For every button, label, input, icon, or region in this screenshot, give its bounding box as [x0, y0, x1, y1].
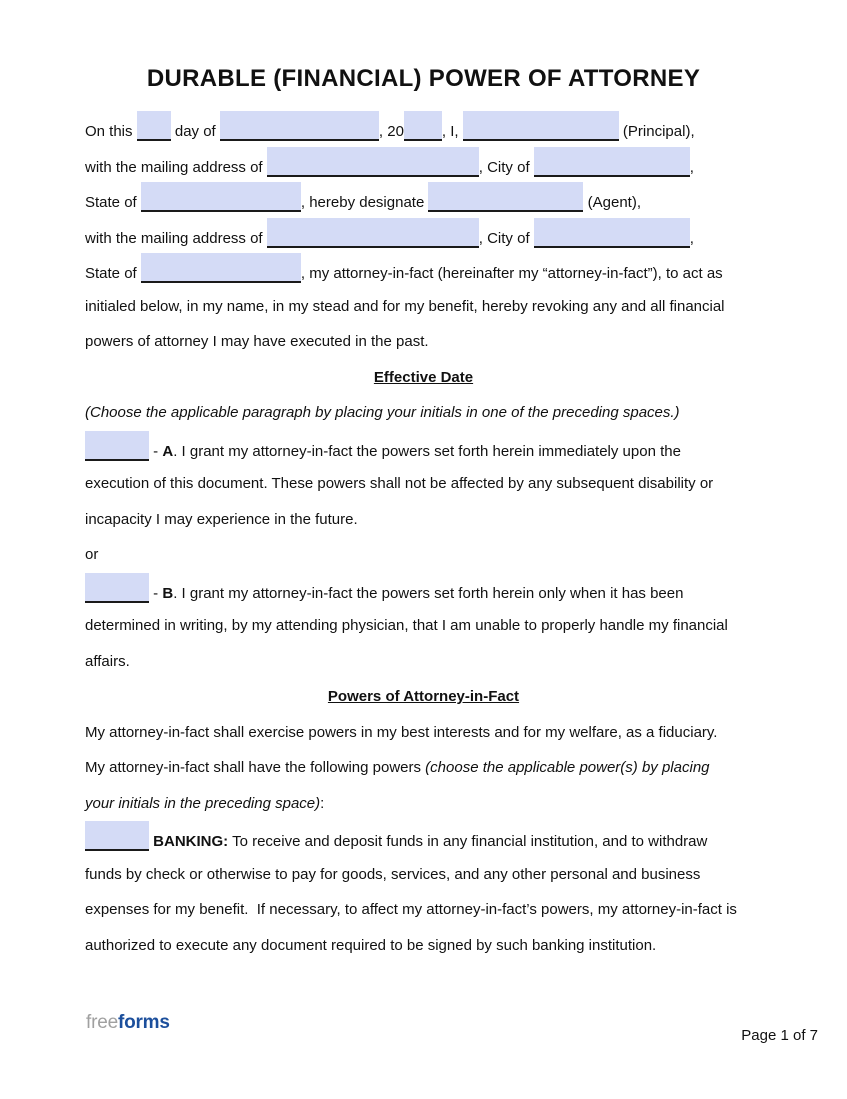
text-run: (Principal), [618, 123, 695, 140]
text-run: BANKING: [153, 833, 229, 850]
text-run: , City of [478, 158, 534, 176]
text-run: expenses for my benefit. If necessary, to affect my attorney-in-fact’s powers, my attorney-in-fact is [85, 901, 737, 918]
field-initials-banking[interactable] [85, 821, 149, 851]
page-number: Page 1 of 7 [741, 1027, 818, 1044]
section-heading-text: Powers of Attorney-in-Fact [327, 688, 520, 705]
logo-text-free: free [86, 1012, 118, 1033]
text-run: with the mailing address of [85, 229, 267, 247]
text-run: , [689, 229, 694, 247]
field-agent-name[interactable] [428, 182, 583, 212]
document-line [85, 537, 762, 573]
text-run: (Agent), [583, 194, 641, 211]
section-heading [85, 360, 762, 396]
text-run: or [85, 546, 99, 563]
document-line [85, 182, 762, 218]
text-run: determined in writing, by my attending physician, that I am unable to properly handle my financial [85, 617, 728, 634]
document-line [85, 644, 762, 680]
text-run: , hereby designate [300, 194, 429, 211]
document-line [85, 928, 762, 964]
document-line [85, 892, 762, 928]
text-run: On this [85, 123, 137, 140]
field-agent-city[interactable] [534, 218, 690, 248]
text-run: with the mailing address of [85, 158, 267, 176]
text-run: . I grant my attorney-in-fact the powers set forth herein immediately upon the [173, 442, 681, 460]
text-run: My attorney-in-fact shall have the following powers [85, 759, 426, 776]
section-heading-text: Effective Date [373, 368, 474, 386]
text-run: , City of [478, 229, 534, 247]
document-line [85, 431, 762, 467]
text-run: , 20 [378, 123, 404, 140]
text-run: . I grant my attorney-in-fact the powers set forth herein only when it has been [173, 584, 684, 602]
document-line [85, 786, 762, 822]
text-run: , my attorney-in-fact (hereinafter my “attorney-in-fact”), to act as [300, 265, 723, 282]
text-run: (choose the applicable power(s) by placing [425, 759, 710, 776]
document-line [85, 715, 762, 751]
text-run: B [162, 584, 174, 602]
document-line [85, 289, 762, 325]
field-principal-address[interactable] [267, 147, 479, 177]
document-line [85, 218, 762, 254]
document-title: DURABLE (FINANCIAL) POWER OF ATTORNEY [146, 65, 701, 92]
document-line [85, 502, 762, 538]
document-line [85, 466, 762, 502]
text-run: authorized to execute any document required to be signed by such banking institution. [85, 936, 657, 954]
field-day[interactable] [137, 111, 171, 141]
text-run: your initials in the preceding space) [85, 794, 321, 812]
text-run: : [320, 794, 325, 812]
section-heading [85, 679, 762, 715]
text-run: powers of attorney I may have executed in the past. [85, 333, 429, 350]
field-initials-a[interactable] [85, 431, 149, 461]
text-run: incapacity I may experience in the future. [85, 510, 358, 528]
text-run: - [149, 442, 163, 460]
field-agent-address[interactable] [267, 218, 479, 248]
document-line [85, 821, 762, 857]
text-run: State of [85, 265, 141, 282]
text-run: A [162, 442, 174, 460]
text-run: execution of this document. These powers shall not be affected by any subsequent disability or [85, 475, 714, 492]
logo-text-forms: forms [117, 1012, 170, 1033]
document-line [85, 395, 762, 431]
text-run: State of [85, 194, 141, 211]
document-line [85, 111, 762, 147]
document-line [85, 857, 762, 893]
field-principal-state[interactable] [141, 182, 301, 212]
document-line [85, 573, 762, 609]
field-principal-name[interactable] [463, 111, 619, 141]
freeforms-logo [86, 1012, 170, 1034]
text-run: funds by check or otherwise to pay for goods, services, and any other personal and business [85, 865, 701, 883]
document-line [85, 750, 762, 786]
document-line [85, 324, 762, 360]
field-agent-state[interactable] [141, 253, 301, 283]
field-month[interactable] [220, 111, 379, 141]
document-line [85, 608, 762, 644]
text-run: day of [170, 123, 220, 140]
text-run: My attorney-in-fact shall exercise powers in my best interests and for my welfare, as a fiduciary. [85, 723, 718, 741]
text-run: initialed below, in my name, in my stead and for my benefit, hereby revoking any and all financial [85, 297, 725, 315]
document-line [85, 147, 762, 183]
document-line [85, 253, 762, 289]
text-run: To receive and deposit funds in any financial institution, and to withdraw [228, 833, 708, 850]
text-run: , [689, 158, 694, 176]
field-initials-b[interactable] [85, 573, 149, 603]
field-principal-city[interactable] [534, 147, 690, 177]
field-year[interactable] [404, 111, 442, 141]
text-run: , I, [441, 123, 463, 140]
text-run: (Choose the applicable paragraph by placing your initials in one of the preceding spaces.) [85, 404, 680, 421]
text-run: - [149, 584, 163, 602]
text-run: affairs. [85, 652, 130, 670]
document-body [85, 111, 762, 963]
